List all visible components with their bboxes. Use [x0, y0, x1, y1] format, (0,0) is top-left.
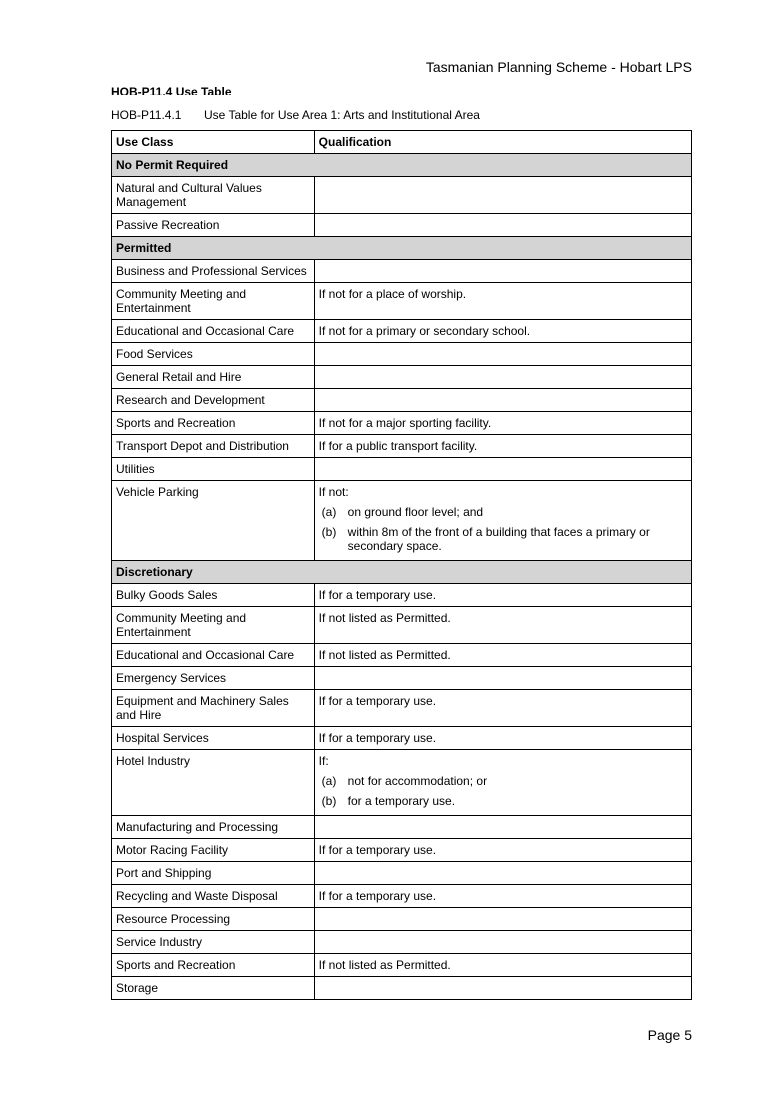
table-row [112, 389, 692, 412]
qualification-cell: If for a temporary use. [314, 885, 691, 908]
table-row [112, 667, 692, 690]
use-class-cell: Resource Processing [112, 908, 315, 931]
document-header-title: Tasmanian Planning Scheme - Hobart LPS [425, 59, 692, 75]
qualification-cell: If not listed as Permitted. [314, 954, 691, 977]
table-header-row [112, 131, 692, 154]
table-row [112, 862, 692, 885]
table-row [112, 839, 692, 862]
qualification-lead: If: [318, 754, 329, 768]
use-class-cell: Natural and Cultural Values Management [112, 177, 315, 214]
qualification-cell [314, 816, 691, 839]
qualification-cell [314, 458, 691, 481]
qualification-item-label: (a) [321, 505, 337, 519]
section-title: HOB-P11.4 Use Table [111, 85, 232, 95]
qualification-cell: If not for a major sporting facility. [314, 412, 691, 435]
use-class-cell: Community Meeting and Entertainment [112, 607, 315, 644]
table-row [112, 481, 692, 561]
use-class-cell: Port and Shipping [112, 862, 315, 885]
table-caption-text: Use Table for Use Area 1: Arts and Institutional Area [204, 108, 480, 122]
qualification-item-label: (b) [321, 525, 337, 539]
group-heading-row [112, 154, 692, 177]
table-row [112, 644, 692, 667]
qualification-cell [314, 862, 691, 885]
table-row [112, 283, 692, 320]
table-row [112, 435, 692, 458]
qualification-item [319, 774, 687, 788]
qualification-item-text: on ground floor level; and [347, 505, 484, 519]
table-row [112, 885, 692, 908]
qualification-cell [314, 389, 691, 412]
table-row [112, 690, 692, 727]
use-class-cell: Educational and Occasional Care [112, 320, 315, 343]
qualification-cell: If for a public transport facility. [314, 435, 691, 458]
qualification-cell [314, 667, 691, 690]
use-class-cell: Service Industry [112, 931, 315, 954]
use-class-cell: Community Meeting and Entertainment [112, 283, 315, 320]
table-body [112, 154, 692, 1000]
table-row [112, 584, 692, 607]
use-class-cell: Sports and Recreation [112, 412, 315, 435]
table-row [112, 366, 692, 389]
use-class-cell: Motor Racing Facility [112, 839, 315, 862]
use-class-cell: Manufacturing and Processing [112, 816, 315, 839]
qualification-cell: If for a temporary use. [314, 690, 691, 727]
use-class-cell: Passive Recreation [112, 214, 315, 237]
table-row [112, 177, 692, 214]
qualification-cell: If not listed as Permitted. [314, 644, 691, 667]
table-row [112, 931, 692, 954]
use-class-cell: Food Services [112, 343, 315, 366]
qualification-cell [314, 343, 691, 366]
table-row [112, 750, 692, 816]
use-class-cell: Transport Depot and Distribution [112, 435, 315, 458]
qualification-cell [314, 481, 691, 561]
qualification-item-text: for a temporary use. [347, 794, 456, 808]
qualification-item-label: (b) [321, 794, 337, 808]
use-table [111, 130, 692, 1000]
group-heading: Discretionary [112, 561, 692, 584]
group-heading: No Permit Required [112, 154, 692, 177]
use-class-cell: Business and Professional Services [112, 260, 315, 283]
table-row [112, 977, 692, 1000]
table-caption [111, 108, 480, 122]
use-class-cell: Research and Development [112, 389, 315, 412]
qualification-cell [314, 366, 691, 389]
column-header-use-class: Use Class [112, 131, 315, 154]
qualification-item-text: within 8m of the front of a building that faces a primary or secondary space. [347, 525, 650, 553]
qualification-item [319, 794, 687, 808]
qualification-cell [314, 177, 691, 214]
use-class-cell: Vehicle Parking [112, 481, 315, 561]
qualification-cell [314, 977, 691, 1000]
group-heading-row [112, 237, 692, 260]
qualification-item-text: not for accommodation; or [347, 774, 488, 788]
table-row [112, 343, 692, 366]
qualification-cell: If for a temporary use. [314, 727, 691, 750]
use-class-cell: Educational and Occasional Care [112, 644, 315, 667]
qualification-cell: If for a temporary use. [314, 839, 691, 862]
table-code: HOB-P11.4.1 [111, 108, 182, 122]
qualification-cell [314, 750, 691, 816]
use-class-cell: Emergency Services [112, 667, 315, 690]
qualification-cell [314, 214, 691, 237]
table-row [112, 412, 692, 435]
table-row [112, 458, 692, 481]
qualification-lead: If not: [318, 485, 349, 499]
qualification-item [319, 505, 687, 519]
use-class-cell: Sports and Recreation [112, 954, 315, 977]
qualification-cell: If not for a primary or secondary school. [314, 320, 691, 343]
table-row [112, 320, 692, 343]
group-heading: Permitted [112, 237, 692, 260]
qualification-item [319, 525, 687, 553]
use-class-cell: Bulky Goods Sales [112, 584, 315, 607]
table-row [112, 727, 692, 750]
use-class-cell: Hotel Industry [112, 750, 315, 816]
qualification-cell [314, 260, 691, 283]
group-heading-row [112, 561, 692, 584]
table-row [112, 607, 692, 644]
use-class-cell: Storage [112, 977, 315, 1000]
use-class-cell: Recycling and Waste Disposal [112, 885, 315, 908]
qualification-cell: If not for a place of worship. [314, 283, 691, 320]
column-header-qualification: Qualification [314, 131, 691, 154]
qualification-cell [314, 908, 691, 931]
use-class-cell: Utilities [112, 458, 315, 481]
page-number: Page 5 [647, 1027, 692, 1043]
qualification-cell: If for a temporary use. [314, 584, 691, 607]
use-class-cell: General Retail and Hire [112, 366, 315, 389]
table-row [112, 816, 692, 839]
table-row [112, 908, 692, 931]
use-class-cell: Equipment and Machinery Sales and Hire [112, 690, 315, 727]
table-row [112, 954, 692, 977]
qualification-cell [314, 931, 691, 954]
qualification-item-label: (a) [321, 774, 337, 788]
table-row [112, 260, 692, 283]
table-row [112, 214, 692, 237]
use-class-cell: Hospital Services [112, 727, 315, 750]
qualification-cell: If not listed as Permitted. [314, 607, 691, 644]
